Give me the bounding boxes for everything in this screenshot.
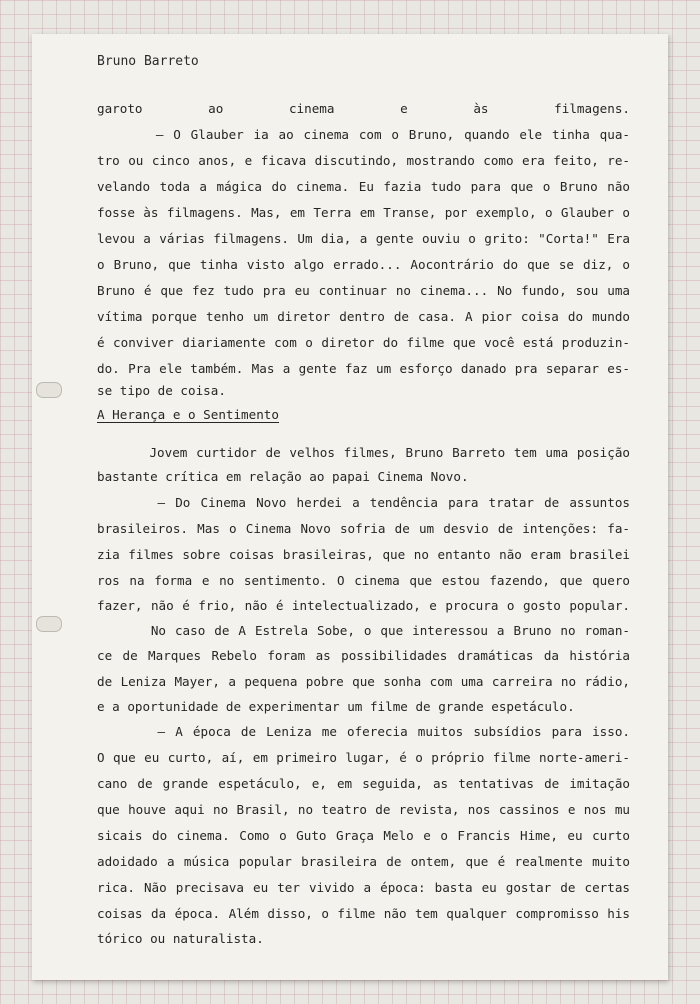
text-line: fazer, não é frio, não é intelectualizado, e procura o gosto popular. xyxy=(97,598,630,613)
text-line: adoidado a música popular brasileira de ontem, que é realmente muito xyxy=(97,854,630,869)
punch-hole xyxy=(36,382,62,398)
text-line: zia filmes sobre coisas brasileiras, que no entanto não eram brasilei xyxy=(97,547,630,562)
text-line: Jovem curtidor de velhos filmes, Bruno Barreto tem uma posição xyxy=(97,445,630,460)
text-line: O que eu curto, aí, em primeiro lugar, é o próprio filme norte-ameri- xyxy=(97,750,630,765)
text-line: o Bruno, que tinha visto algo errado... Aocontrário do que se diz, o xyxy=(97,257,630,272)
page-header: Bruno Barreto xyxy=(97,54,199,69)
text-line: brasileiros. Mas o Cinema Novo sofria de um desvio de intenções: fa- xyxy=(97,521,630,536)
typewritten-page xyxy=(32,34,668,980)
punch-hole xyxy=(36,616,62,632)
text-line: No caso de A Estrela Sobe, o que interessou a Bruno no roman- xyxy=(97,623,630,638)
section-heading: A Herança e o Sentimento xyxy=(97,407,279,422)
text-line: — A época de Leniza me oferecia muitos subsídios para isso. xyxy=(97,724,630,739)
text-line: — Do Cinema Novo herdei a tendência para tratar de assuntos xyxy=(97,495,630,510)
text-line: e a oportunidade de experimentar um filme de grande espetáculo. xyxy=(97,699,575,714)
text-line: é conviver diariamente com o diretor do filme que você está produzin- xyxy=(97,335,630,350)
text-line: tórico ou naturalista. xyxy=(97,931,264,946)
text-line: garoto ao cinema e às filmagens. xyxy=(97,101,630,116)
text-line: de Leniza Mayer, a pequena pobre que sonha com uma carreira no rádio, xyxy=(97,674,630,689)
text-line: que houve aqui no Brasil, no teatro de revista, nos cassinos e nos mu xyxy=(97,802,630,817)
text-line: cano de grande espetáculo, e, em seguida, as tentativas de imitação xyxy=(97,776,630,791)
text-line: ros na forma e no sentimento. O cinema que estou fazendo, que quero xyxy=(97,573,630,588)
text-line: fosse às filmagens. Mas, em Terra em Transe, por exemplo, o Glauber o xyxy=(97,205,630,220)
text-line: coisas da época. Além disso, o filme não tem qualquer compromisso his xyxy=(97,906,630,921)
text-line: se tipo de coisa. xyxy=(97,383,226,398)
text-line: sicais do cinema. Como o Guto Graça Melo e o Francis Hime, eu curto xyxy=(97,828,630,843)
text-line: do. Pra ele também. Mas a gente faz um esforço danado pra separar es- xyxy=(97,361,630,376)
text-line: levou a várias filmagens. Um dia, a gente ouviu o grito: "Corta!" Era xyxy=(97,231,630,246)
text-line: tro ou cinco anos, e ficava discutindo, mostrando como era feito, re- xyxy=(97,153,630,168)
text-line: velando toda a mágica do cinema. Eu fazia tudo para que o Bruno não xyxy=(97,179,630,194)
text-line: Bruno é que fez tudo pra eu continuar no cinema... No fundo, sou uma xyxy=(97,283,630,298)
text-line: ce de Marques Rebelo foram as possibilidades dramáticas da história xyxy=(97,648,630,663)
text-line: vítima porque tenho um diretor dentro de casa. A pior coisa do mundo xyxy=(97,309,630,324)
text-line: — O Glauber ia ao cinema com o Bruno, quando ele tinha qua- xyxy=(97,127,630,142)
text-line: bastante crítica em relação ao papai Cinema Novo. xyxy=(97,469,469,484)
text-line: rica. Não precisava eu ter vivido a época: basta eu gostar de certas xyxy=(97,880,630,895)
